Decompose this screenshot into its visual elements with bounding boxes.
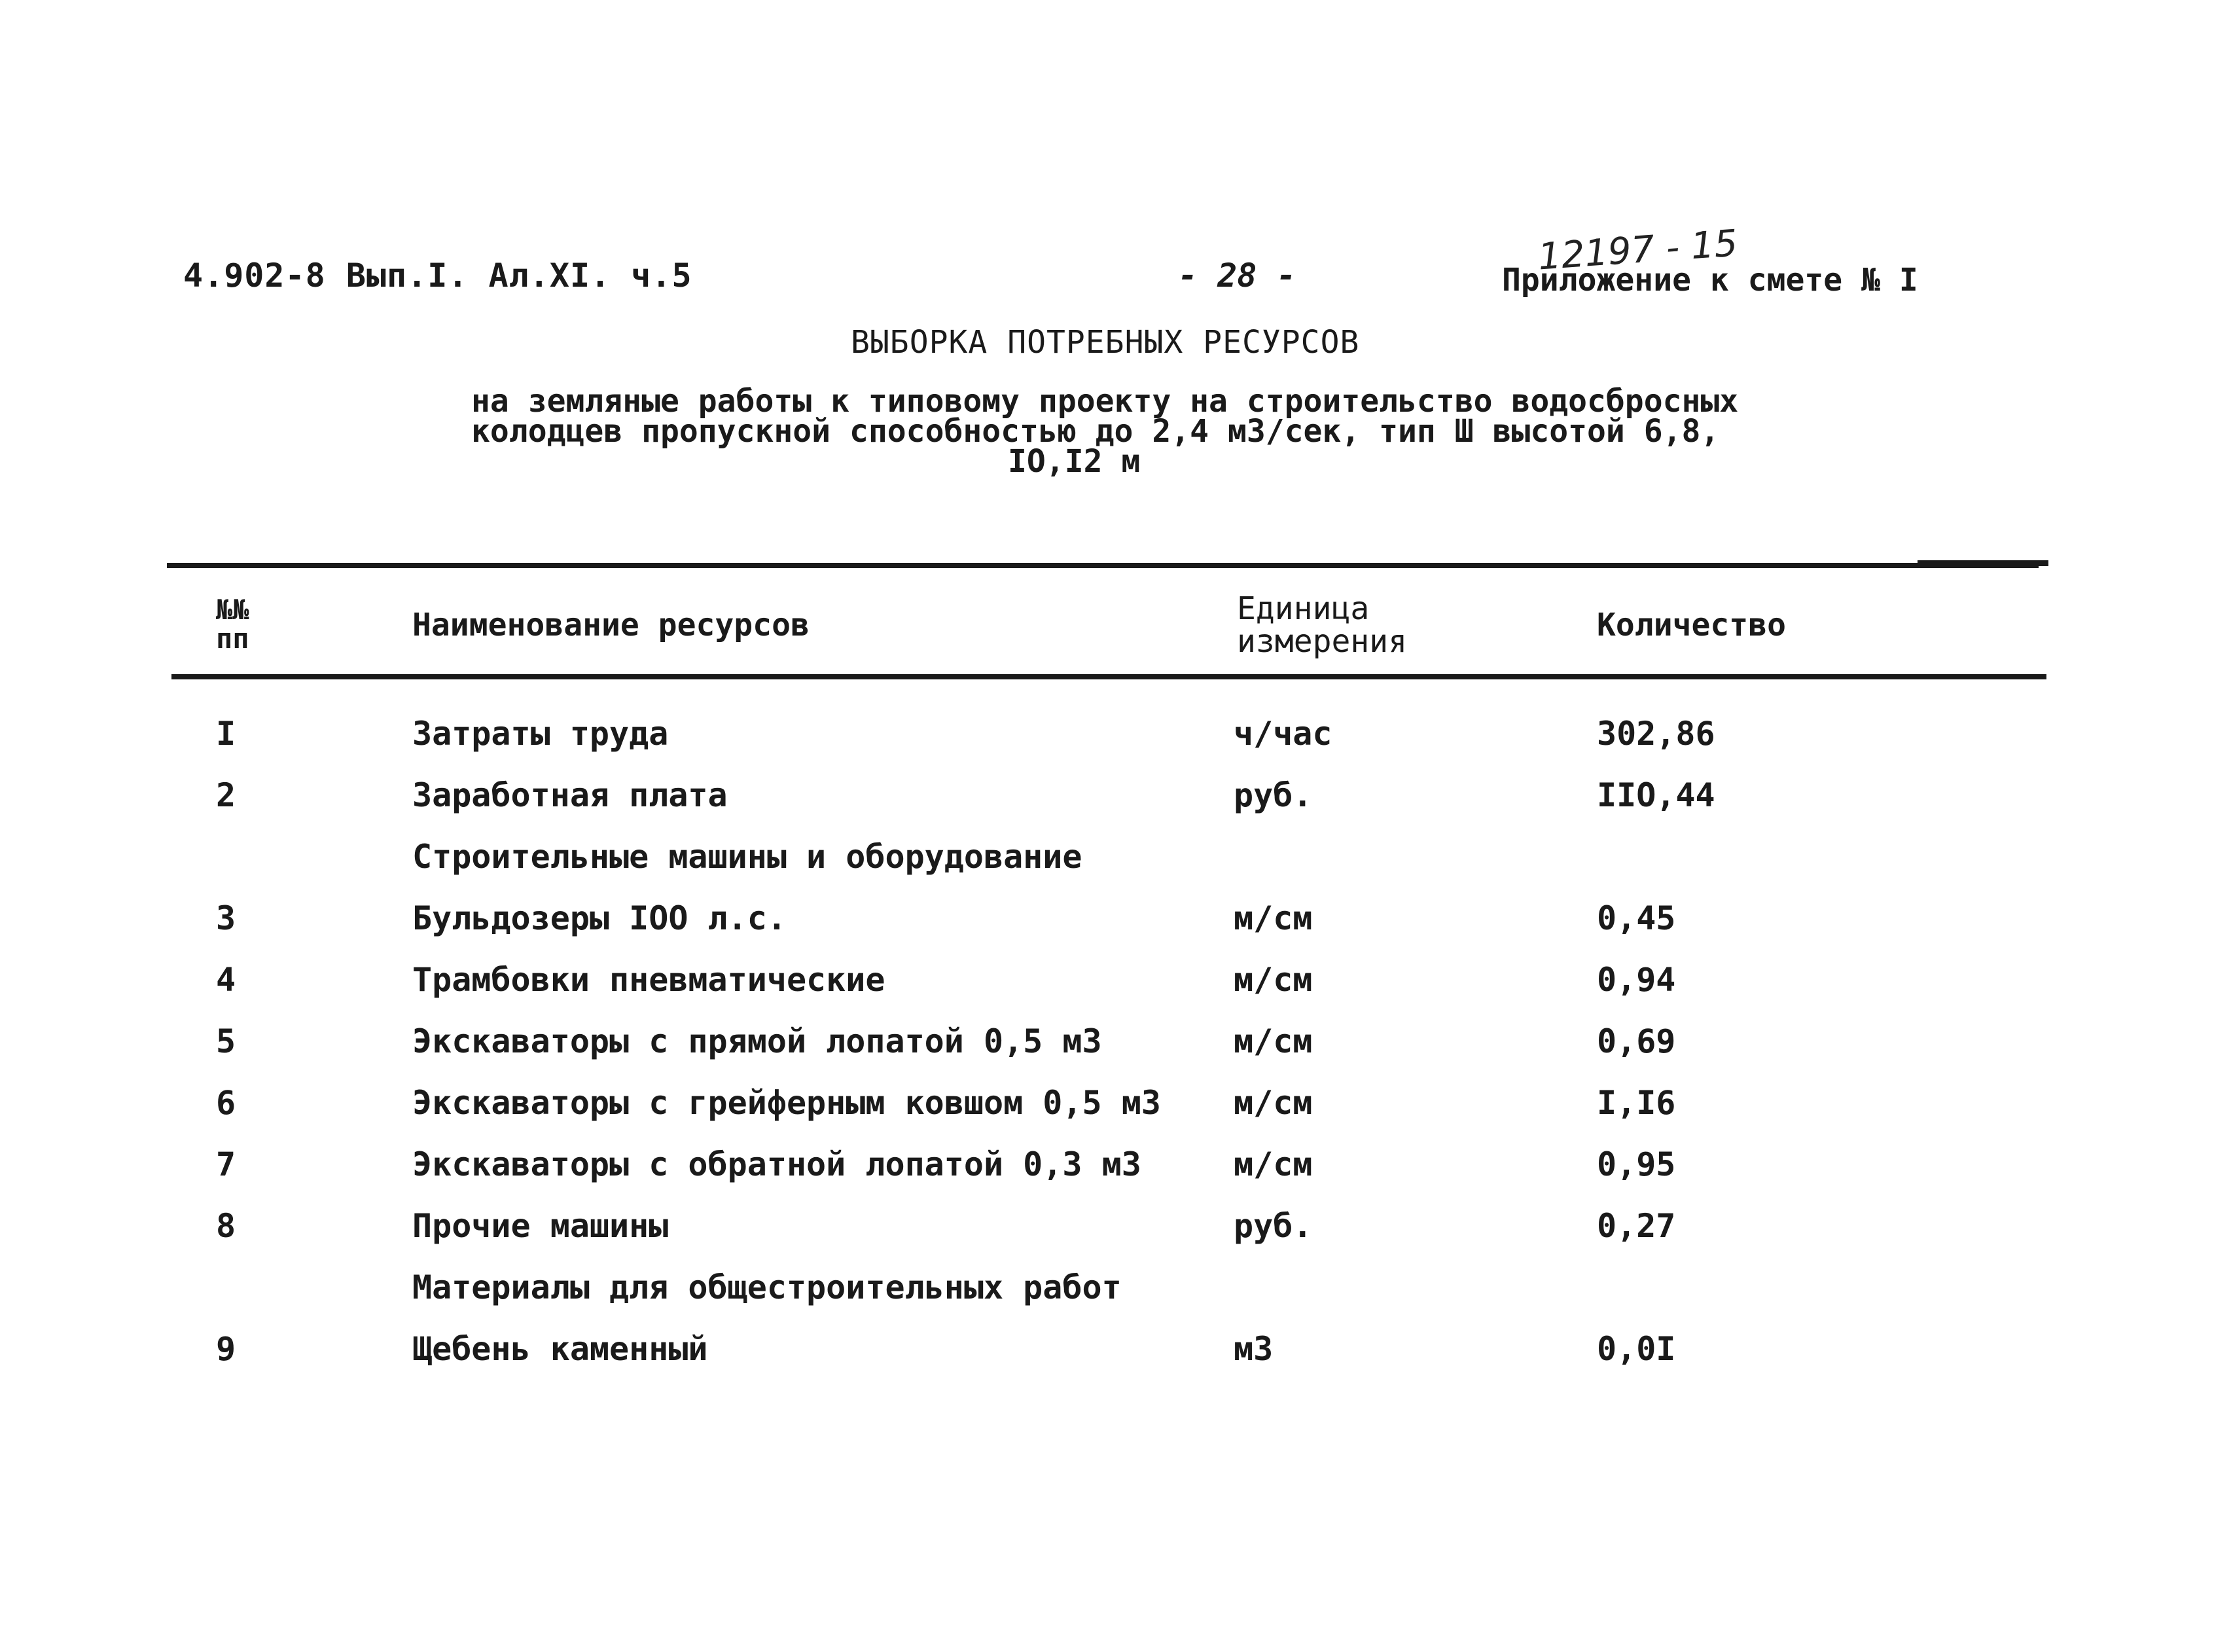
row-number: 7 bbox=[216, 1145, 236, 1183]
row-name: Прочие машины bbox=[412, 1207, 669, 1245]
table-row bbox=[0, 1330, 2231, 1389]
table-row bbox=[0, 776, 2231, 835]
header-resource-name: Наименование ресурсов bbox=[412, 607, 810, 643]
row-quantity: IIO,44 bbox=[1597, 776, 1715, 814]
table-section-row bbox=[0, 1268, 2231, 1327]
row-unit: руб. bbox=[1234, 776, 1313, 814]
table-section-row bbox=[0, 838, 2231, 897]
section-heading: Материалы для общестроительных работ bbox=[412, 1268, 1122, 1306]
document-subtitle bbox=[471, 383, 1780, 480]
table-row bbox=[0, 1022, 2231, 1081]
row-quantity: 0,95 bbox=[1597, 1145, 1676, 1183]
row-quantity: I,I6 bbox=[1597, 1084, 1676, 1122]
table-row bbox=[0, 715, 2231, 774]
row-unit: м/см bbox=[1234, 1145, 1313, 1183]
row-name: Бульдозеры IOO л.с. bbox=[412, 899, 787, 937]
row-number: 3 bbox=[216, 899, 236, 937]
handwritten-mark: 12197 - 15 bbox=[1537, 222, 1740, 279]
row-name: Трамбовки пневматические bbox=[412, 961, 885, 999]
table-row bbox=[0, 1207, 2231, 1266]
row-name: Экскаваторы с грейферным ковшом 0,5 м3 bbox=[412, 1084, 1161, 1122]
row-unit: руб. bbox=[1234, 1207, 1313, 1245]
row-unit: м/см bbox=[1234, 961, 1313, 999]
table-row bbox=[0, 1084, 2231, 1143]
row-quantity: 0,0I bbox=[1597, 1330, 1676, 1368]
row-quantity: 0,45 bbox=[1597, 899, 1676, 937]
row-name: Щебень каменный bbox=[412, 1330, 708, 1368]
row-name: Экскаваторы с обратной лопатой 0,3 м3 bbox=[412, 1145, 1141, 1183]
table-top-rule-extension bbox=[1918, 560, 2048, 566]
row-name: Затраты труда bbox=[412, 715, 669, 753]
row-quantity: 302,86 bbox=[1597, 715, 1715, 753]
table-row bbox=[0, 961, 2231, 1020]
header-number: №№ пп bbox=[216, 594, 249, 655]
subtitle-line-3: IO,I2 м bbox=[1008, 443, 1141, 480]
row-quantity: 0,69 bbox=[1597, 1022, 1676, 1060]
header-unit: Единица измерения bbox=[1237, 590, 1408, 660]
row-number: 5 bbox=[216, 1022, 236, 1060]
row-quantity: 0,94 bbox=[1597, 961, 1676, 999]
subtitle-line-1: на земляные работы к типовому проекту на строительство водосбросных bbox=[471, 383, 1739, 420]
row-name: Экскаваторы с прямой лопатой 0,5 м3 bbox=[412, 1022, 1102, 1060]
appendix-label: Приложение к смете № I bbox=[1502, 262, 1918, 298]
row-number: 9 bbox=[216, 1330, 236, 1368]
table-header-rule bbox=[171, 674, 2046, 679]
row-unit: м3 bbox=[1234, 1330, 1274, 1368]
row-unit: м/см bbox=[1234, 1084, 1313, 1122]
table-row bbox=[0, 1145, 2231, 1204]
document-title: ВЫБОРКА ПОТРЕБНЫХ РЕСУРСОВ bbox=[851, 324, 1360, 361]
row-number: 4 bbox=[216, 961, 236, 999]
row-number: 6 bbox=[216, 1084, 236, 1122]
subtitle-line-2: колодцев пропускной способностью до 2,4 м3/сек, тип Ш высотой 6,8, bbox=[471, 413, 1720, 450]
section-heading: Строительные машины и оборудование bbox=[412, 838, 1082, 876]
row-unit: м/см bbox=[1234, 899, 1313, 937]
header-quantity: Количество bbox=[1597, 607, 1786, 643]
row-unit: ч/час bbox=[1234, 715, 1332, 753]
document-code: 4.902-8 Вып.I. Ал.XI. ч.5 bbox=[183, 257, 692, 295]
row-unit: м/см bbox=[1234, 1022, 1313, 1060]
table-top-rule bbox=[167, 563, 2039, 568]
row-number: 2 bbox=[216, 776, 236, 814]
table-row bbox=[0, 899, 2231, 958]
row-name: Заработная плата bbox=[412, 776, 728, 814]
row-number: I bbox=[216, 715, 236, 753]
row-quantity: 0,27 bbox=[1597, 1207, 1676, 1245]
row-number: 8 bbox=[216, 1207, 236, 1245]
page-number: - 28 - bbox=[1178, 257, 1296, 295]
